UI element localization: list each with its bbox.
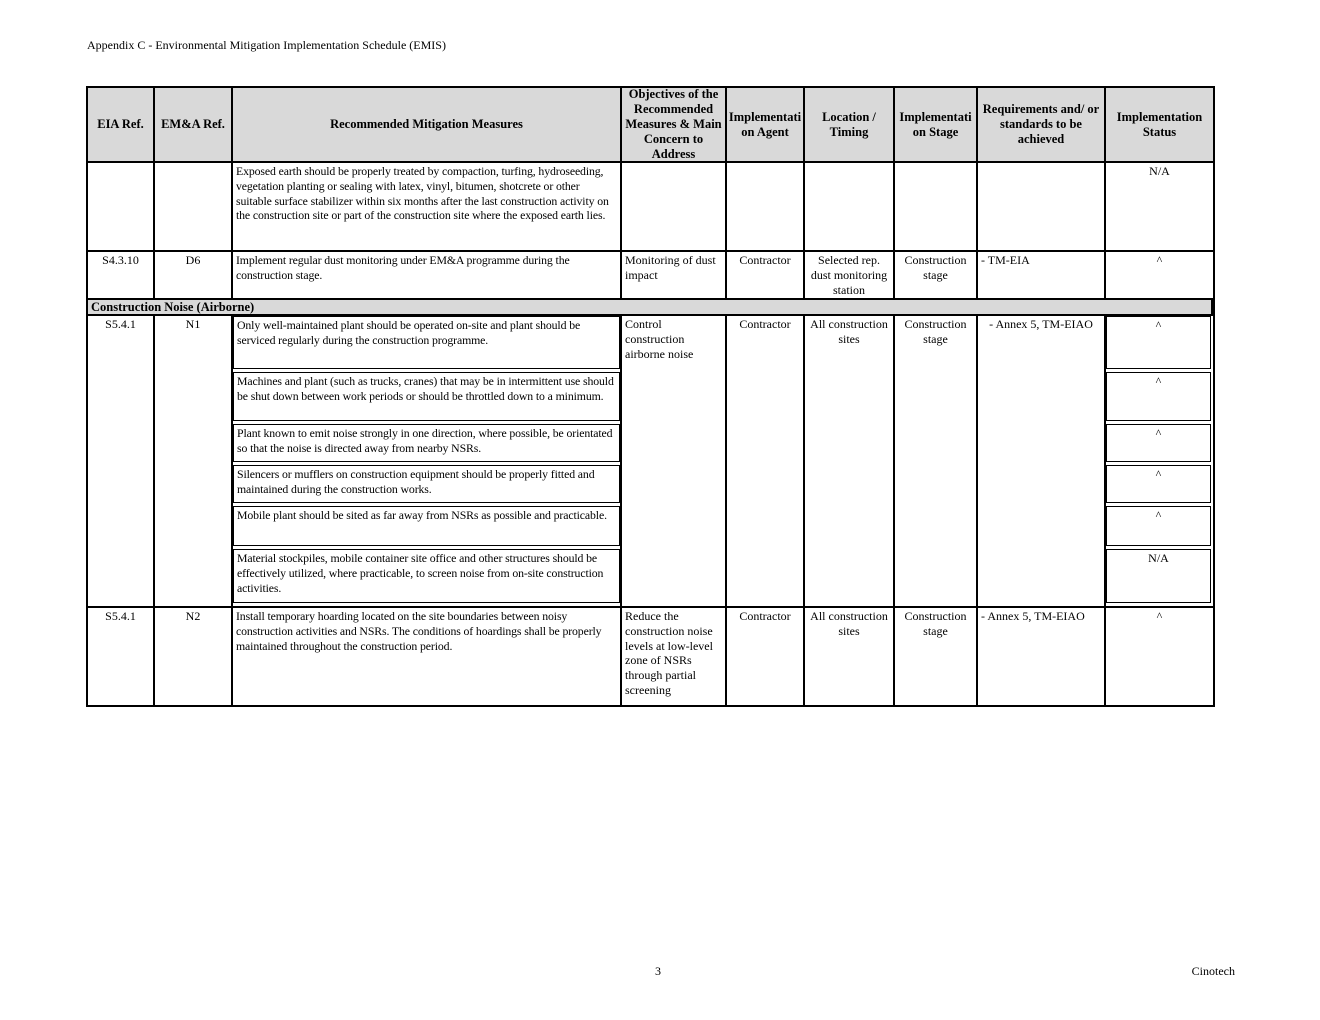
measure-cell: Material stockpiles, mobile container site office and other structures should be effectively utilized, where practicable, to screen noise from on-site construction activities.: [233, 549, 620, 603]
requirements-cell: - Annex 5, TM-EIAO: [978, 608, 1106, 705]
objective-cell: Control construction airborne noise: [622, 316, 727, 608]
eia-ref-cell: S5.4.1: [88, 316, 155, 608]
col-header-stage: Implementati on Stage: [895, 88, 978, 163]
measure-cell: Machines and plant (such as trucks, cranes) that may be in intermittent use should be shut down between work periods or should be throttled down to a minimum.: [233, 372, 620, 421]
eia-ref-cell: S5.4.1: [88, 608, 155, 705]
location-cell: Selected rep. dust monitoring station: [805, 252, 895, 300]
stage-cell: Construction stage: [895, 316, 978, 608]
status-cell: ^: [1106, 316, 1211, 369]
page-number: 3: [655, 964, 661, 978]
emis-table: [86, 86, 1215, 707]
requirements-cell: - TM-EIA: [978, 252, 1106, 300]
measure-cell: Exposed earth should be properly treated by compaction, turfing, hydroseeding, vegetation planting or sealing with latex, vinyl, bitumen, shotcrete or other suitable surface stabilizer within six months after the last construction activity on the construction site or part of the construction site where the exposed earth lies.: [233, 163, 622, 252]
status-cell: ^: [1106, 424, 1211, 462]
page-title: Appendix C - Environmental Mitigation Implementation Schedule (EMIS): [87, 38, 446, 52]
measure-cell: Only well-maintained plant should be operated on-site and plant should be serviced regularly during the construction programme.: [233, 316, 620, 369]
ema-ref-cell: N2: [155, 608, 233, 705]
section-header-construction-noise: Construction Noise (Airborne): [88, 300, 1213, 316]
agent-cell: Contractor: [727, 316, 805, 608]
empty-cell: [727, 163, 805, 252]
col-header-location: Location / Timing: [805, 88, 895, 163]
col-header-objectives: Objectives of the Recommended Measures & Main Concern to Address: [622, 88, 727, 163]
ema-ref-cell: D6: [155, 252, 233, 300]
location-cell: All construction sites: [805, 608, 895, 705]
status-cell: ^: [1106, 465, 1211, 503]
col-header-measures: Recommended Mitigation Measures: [233, 88, 622, 163]
status-cell: ^: [1106, 506, 1211, 546]
measure-cell: Silencers or mufflers on construction equipment should be properly fitted and maintained during the construction works.: [233, 465, 620, 503]
location-cell: All construction sites: [805, 316, 895, 608]
status-cell: ^: [1156, 609, 1163, 623]
empty-cell: [622, 163, 727, 252]
col-header-requirements: Requirements and/ or standards to be achieved: [978, 88, 1106, 163]
empty-cell: [155, 163, 233, 252]
stage-cell: Construction stage: [895, 608, 978, 705]
measure-cell: Mobile plant should be sited as far away from NSRs as possible and practicable.: [233, 506, 620, 546]
status-subcells: [1106, 316, 1213, 608]
empty-cell: [88, 163, 155, 252]
eia-ref-cell: S4.3.10: [88, 252, 155, 300]
col-header-eia-ref: EIA Ref.: [88, 88, 155, 163]
status-cell: ^: [1106, 252, 1213, 300]
objective-cell: Reduce the construction noise levels at low-level zone of NSRs through partial screening: [622, 608, 727, 705]
empty-cell: [978, 163, 1106, 252]
empty-cell: [805, 163, 895, 252]
col-header-status: Implementation Status: [1106, 88, 1213, 163]
footer-company: Cinotech: [1191, 964, 1235, 978]
measure-cell: Install temporary hoarding located on the site boundaries between noisy construction activities and NSRs. The conditions of hoardings shall be properly maintained throughout the construction period.: [233, 608, 622, 705]
agent-cell: Contractor: [727, 608, 805, 705]
status-cell: N/A: [1106, 549, 1211, 603]
ema-ref-cell: N1: [155, 316, 233, 608]
col-header-ema-ref: EM&A Ref.: [155, 88, 233, 163]
stage-cell: Construction stage: [895, 252, 978, 300]
objective-cell: Monitoring of dust impact: [622, 252, 727, 300]
status-cell: ^: [1106, 372, 1211, 421]
requirements-cell: - Annex 5, TM-EIAO: [978, 316, 1106, 608]
measure-cell: Implement regular dust monitoring under EM&A programme during the construction stage.: [233, 252, 622, 300]
agent-cell: Contractor: [727, 252, 805, 300]
empty-cell: [895, 163, 978, 252]
status-cell: N/A: [1106, 163, 1213, 252]
col-header-agent: Implementati on Agent: [727, 88, 805, 163]
measure-cell: Plant known to emit noise strongly in one direction, where possible, be orientated so that the noise is directed away from nearby NSRs.: [233, 424, 620, 462]
measure-subcells: [233, 316, 622, 608]
